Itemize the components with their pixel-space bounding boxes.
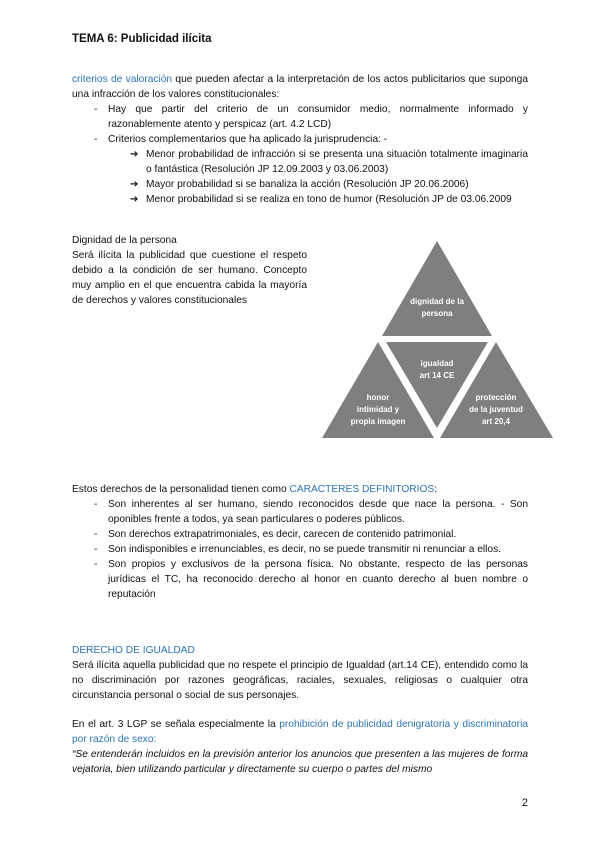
list-item: - Son derechos extrapatrimoniales, es decir, carecen de contenido patrimonial.	[94, 529, 457, 540]
triangle-right-label: art 20,4	[481, 417, 511, 426]
igualdad-text: Será ilícita aquella publicidad que no respete el principio de Igualdad (art.14 CE), entendido como la no discriminación por razones geográficas, raciales, sexuales, religiosas o cualquier otra circunstancia personal o social de sus personajes.	[72, 660, 528, 701]
triangle-left-label: propia imagen	[350, 417, 406, 426]
lgp-section	[72, 717, 528, 777]
dignidad-text: Será ilícita la publicidad que cuestione el respeto debido a la condición de ser humano. Concepto muy amplio en el que encuentra cabida la mayoría de derechos y valores constitucionales	[72, 250, 307, 306]
list-item: ➔ Menor probabilidad si se realiza en tono de humor (Resolución JP de 03.06.2009	[130, 194, 512, 205]
list-item: ➔ Mayor probabilidad si se banaliza la acción (Resolución JP 20.06.2006)	[130, 179, 469, 190]
list-item: - Hay que partir del criterio de un consumidor medio, normalmente informado y razonablemente atento y perspicaz (art. 4.2 LCD)	[94, 104, 528, 130]
triangle-right-label: protección	[475, 393, 517, 402]
arrow-icon: ➔	[130, 194, 139, 205]
list-item: - Son inherentes al ser humano, siendo reconocidos desde que nace la persona. - Son oponibles frente a todos, ya sean particulares o poderes públicos.	[94, 499, 528, 525]
igualdad-section	[72, 643, 528, 703]
criteria-section	[72, 72, 528, 207]
triangle-center-label: art 14 CE	[419, 371, 455, 380]
dignidad-section	[72, 233, 307, 308]
list-item: - Son indisponibles e irrenunciables, es decir, no se puede transmitir ni renunciar a ellos.	[94, 544, 502, 555]
arrow-icon: ➔	[130, 179, 139, 190]
triangle-top-label: dignidad de la	[410, 297, 464, 306]
triangle-left-label: intimidad y	[356, 405, 400, 414]
dignidad-title: Dignidad de la persona	[72, 235, 177, 246]
criteria-intro: criterios de valoración que pueden afectar a la interpretación de los actos publicitarios que suponga una infracción de los valores constitucionales:	[72, 74, 528, 100]
triangle-left-label: honor	[366, 393, 390, 402]
page-title: TEMA 6: Publicidad ilícita	[72, 33, 212, 45]
triangle-top-label: persona	[421, 309, 453, 318]
caracteres-intro: Estos derechos de la personalidad tienen como CARACTERES DEFINITORIOS:	[72, 484, 438, 495]
triangle-right-label: de la juventud	[469, 405, 523, 414]
page-number: 2	[521, 797, 528, 809]
list-item: - Criterios complementarios que ha aplicado la jurisprudencia: -	[94, 134, 388, 145]
triangle-top	[382, 241, 492, 336]
igualdad-title: DERECHO DE IGUALDAD	[72, 645, 195, 656]
triangle-center-label: igualdad	[420, 359, 454, 368]
rights-triangle-diagram	[320, 238, 555, 440]
lgp-paragraph: En el art. 3 LGP se señala especialmente la prohibición de publicidad denigratoria y discriminatoria por razón de sexo:	[72, 719, 529, 745]
lgp-quote: “Se entenderán incluidos en la previsión anterior los anuncios que presenten a las mujeres de forma vejatoria, bien utilizando particular y directamente su cuerpo o partes del mismo	[72, 749, 528, 775]
arrow-icon: ➔	[130, 149, 139, 160]
criteria-link-text: criterios de valoración	[72, 74, 173, 85]
caracteres-section	[72, 482, 528, 602]
list-item: - Son propios y exclusivos de la persona física. No obstante, respecto de las personas jurídicas el TC, ha reconocido derecho al honor en cuanto derecho al buen nombre o reputación	[94, 559, 528, 600]
list-item: ➔ Menor probabilidad de infracción si se presenta una situación totalmente imaginaria o fantástica (Resolución JP 12.09.2003 y 03.06.2003)	[130, 149, 528, 175]
